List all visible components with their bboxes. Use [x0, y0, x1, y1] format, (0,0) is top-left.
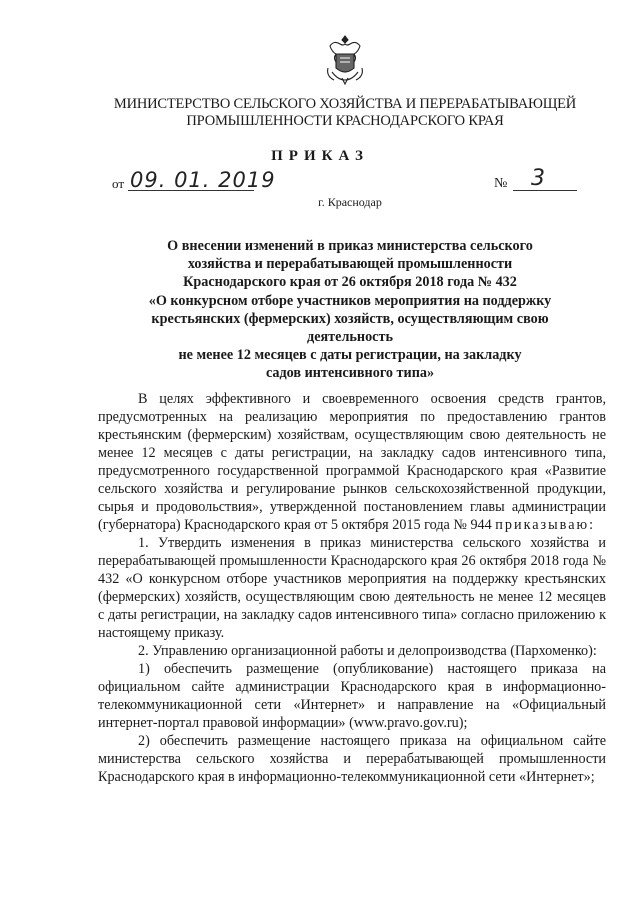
- document-body: [98, 390, 606, 786]
- intro-order-word: приказываю:: [495, 517, 596, 533]
- title-line-6: не менее 12 месяцев с даты регистрации, на закладку: [178, 347, 522, 364]
- city: г. Краснодар: [318, 195, 382, 209]
- title-line-2: хозяйства и перерабатывающей промышленности: [187, 256, 513, 273]
- intro-text: В целях эффективного и своевременного освоения средств грантов, предусмотренных на реализацию мероприятия по предоставлению грантов крестьянским (фермерским) хозяйствам, осуществляющим свою деятельность не менее 12 месяцев с даты регистрации, на закладку садов интенсивного типа, предусмотренного государственной программой Краснодарского края «Развитие сельского хозяйства и регулирование рынков сельскохозяйственной продукции, сырья и продовольствия», утвержденной постановлением главы администрации (губернатора) Краснодарского края от 5 октября 2015 года № 944: [98, 391, 606, 533]
- number-underline: [513, 190, 577, 191]
- number-prefix: №: [494, 176, 508, 191]
- ministry-line-2: ПРОМЫШЛЕННОСТИ КРАСНОДАРСКОГО КРАЯ: [186, 113, 504, 129]
- item-1-paragraph: 1. Утвердить изменения в приказ министерства сельского хозяйства и перерабатывающей промышленности Краснодарского края 26 октября 2018 года № 432 «О конкурсном отборе участников мероприятия на поддержку крестьянских (фермерских) хозяйств, осуществляющим свою деятельность не менее 12 месяцев с даты регистрации, на закладку садов интенсивного типа» согласно приложению к настоящему приказу.: [98, 535, 606, 641]
- item-2-2-paragraph: 2) обеспечить размещение настоящего приказа на официальном сайте министерства сельского хозяйства и перерабатывающей промышленности Краснодарского края в информационно-телекоммуникационной сети «Интернет»;: [98, 733, 606, 785]
- handwritten-number: 3: [531, 166, 545, 191]
- title-line-4: «О конкурсном отборе участников мероприятия на поддержку: [148, 292, 552, 309]
- document-type: ПРИКАЗ: [271, 148, 369, 164]
- title-line-5: крестьянских (фермерских) хозяйств, осуществляющим свою деятельность: [151, 310, 549, 346]
- title-line-7: садов интенсивного типа»: [265, 365, 435, 382]
- ministry-line-1: МИНИСТЕРСТВО СЕЛЬСКОГО ХОЗЯЙСТВА И ПЕРЕРАБАТЫВАЮЩЕЙ: [113, 96, 577, 112]
- document-title: [110, 237, 590, 383]
- date-prefix: от: [112, 176, 125, 191]
- date-number-row: [0, 168, 640, 196]
- title-line-1: О внесении изменений в приказ министерства сельского: [167, 238, 533, 254]
- title-line-3: Краснодарского края от 26 октября 2018 года № 432: [183, 274, 517, 291]
- intro-paragraph: [98, 390, 606, 534]
- ministry-name: [80, 96, 610, 130]
- item-2-1-paragraph: 1) обеспечить размещение (опубликование) настоящего приказа на официальном сайте администрации Краснодарского края в информационно-телекоммуникационной сети «Интернет» и направление на «Официальный интернет-портал правовой информации» (www.pravo.gov.ru);: [98, 661, 606, 731]
- handwritten-date: 09. 01. 2019: [130, 168, 276, 192]
- coat-of-arms-icon: [322, 32, 368, 86]
- item-2-paragraph: 2. Управлению организационной работы и делопроизводства (Пархоменко):: [138, 643, 597, 659]
